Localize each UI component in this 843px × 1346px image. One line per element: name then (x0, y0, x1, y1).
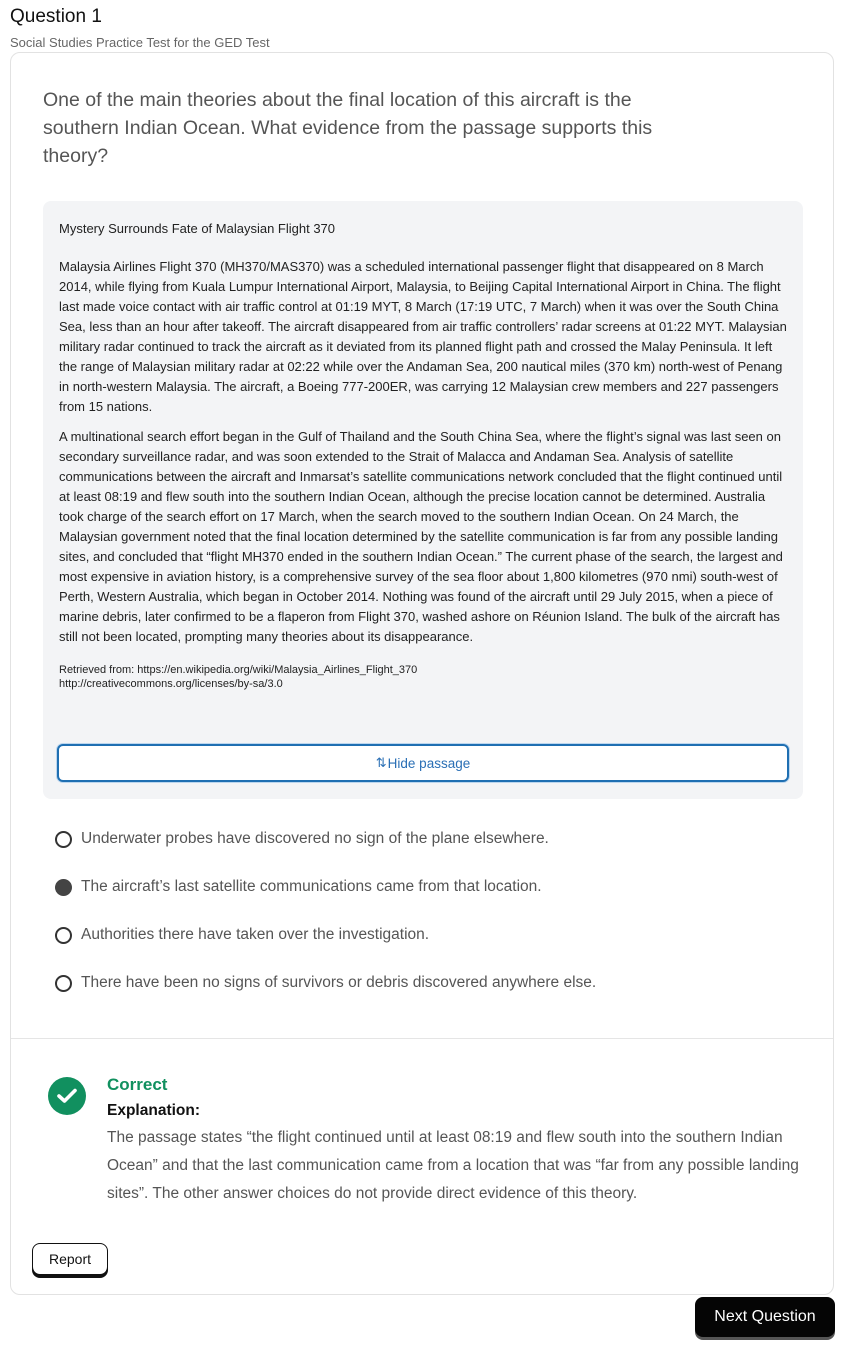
explanation-text: The passage states “the flight continued until at least 08:19 and flew south into the southern Indian Ocean” and that the last communication came from a location that was “far from any possible landing sites”. The other answer choices do not provide direct evidence of this theory. (107, 1129, 799, 1202)
swap-arrows-icon: ⇅ (375, 755, 387, 770)
answer-option[interactable] (55, 971, 596, 995)
passage-panel (43, 201, 803, 799)
question-prompt: One of the main theories about the final location of this aircraft is the southern Indian Ocean. What evidence from the passage supports this theory? (43, 89, 653, 167)
hide-passage-label: Hide passage (387, 755, 471, 771)
answer-option[interactable] (55, 875, 542, 899)
radio-button-icon[interactable] (55, 927, 72, 944)
test-subtitle: Social Studies Practice Test for the GED Test (10, 35, 270, 50)
source-link: Retrieved from: https://en.wikipedia.org/wiki/Malaysia_Airlines_Flight_370 (59, 664, 418, 676)
check-circle-icon (48, 1077, 86, 1115)
answer-option-label: The aircraft’s last satellite communications came from that location. (81, 878, 542, 895)
passage-source (59, 663, 787, 691)
passage-paragraph: Malaysia Airlines Flight 370 (MH370/MAS370) was a scheduled international passenger flight that disappeared on 8 March 2014, while flying from Kuala Lumpur International Airport, Malaysia, to Beijing Capital International Airport in China. The flight last made voice contact with air traffic control at 01:19 MYT, 8 March (17:19 UTC, 7 March) when it was over the South China Sea, less than an hour after takeoff. The aircraft disappeared from air traffic controllers’ radar screens at 01:22 MYT. Malaysian military radar continued to track the aircraft as it deviated from its planned flight path and crossed the Malay Peninsula. It left the range of Malaysian military radar at 02:22 while over the Andaman Sea, 200 nautical miles (370 km) north-west of Penang in north-western Malaysia. The aircraft, a Boeing 777-200ER, was carrying 12 Malaysian crew members and 227 passengers from 15 nations. (59, 259, 787, 414)
section-divider (11, 1038, 833, 1039)
report-button[interactable]: Report (32, 1243, 108, 1275)
checkmark-icon (57, 1088, 77, 1104)
answer-option[interactable] (55, 827, 549, 851)
answer-option-label: Underwater probes have discovered no sign of the plane elsewhere. (81, 830, 549, 847)
answer-option[interactable] (55, 923, 429, 947)
passage-title: Mystery Surrounds Fate of Malaysian Flight 370 (59, 221, 336, 236)
radio-button-selected-icon[interactable] (55, 879, 72, 896)
result-status: Correct (107, 1075, 168, 1094)
next-question-button[interactable]: Next Question (695, 1297, 835, 1337)
question-card (10, 52, 834, 1295)
radio-button-icon[interactable] (55, 975, 72, 992)
explanation-heading: Explanation: (107, 1102, 201, 1119)
passage-paragraph: A multinational search effort began in the Gulf of Thailand and the South China Sea, where the flight’s signal was last seen on secondary surveillance radar, and was soon extended to the Strait of Malacca and Andaman Sea. Analysis of satellite communications between the aircraft and Inmarsat’s satellite communications network concluded that the flight continued until at least 08:19 and flew south into the southern Indian Ocean, although the precise location cannot be determined. Australia took charge of the search effort on 17 March, when the search moved to the southern Indian Ocean. On 24 March, the Malaysian government noted that the final location determined by the satellite communication is far from any possible landing sites, and concluded that “flight MH370 ended in the southern Indian Ocean.” The current phase of the search, the largest and most expensive in aviation history, is a comprehensive survey of the sea floor about 1,800 kilometres (970 nmi) south-west of Perth, Western Australia, which began in October 2014. Nothing was found of the aircraft until 29 July 2015, when a piece of marine debris, later confirmed to be a flaperon from Flight 370, washed ashore on Réunion Island. The bulk of the aircraft has still not been located, prompting many theories about its disappearance. (59, 429, 783, 644)
question-title: Question 1 (10, 6, 102, 27)
hide-passage-button[interactable] (57, 744, 789, 782)
answer-option-label: Authorities there have taken over the investigation. (81, 926, 430, 943)
radio-button-icon[interactable] (55, 831, 72, 848)
answer-option-label: There have been no signs of survivors or debris discovered anywhere else. (81, 974, 597, 991)
license-link: http://creativecommons.org/licenses/by-sa/3.0 (59, 678, 283, 690)
